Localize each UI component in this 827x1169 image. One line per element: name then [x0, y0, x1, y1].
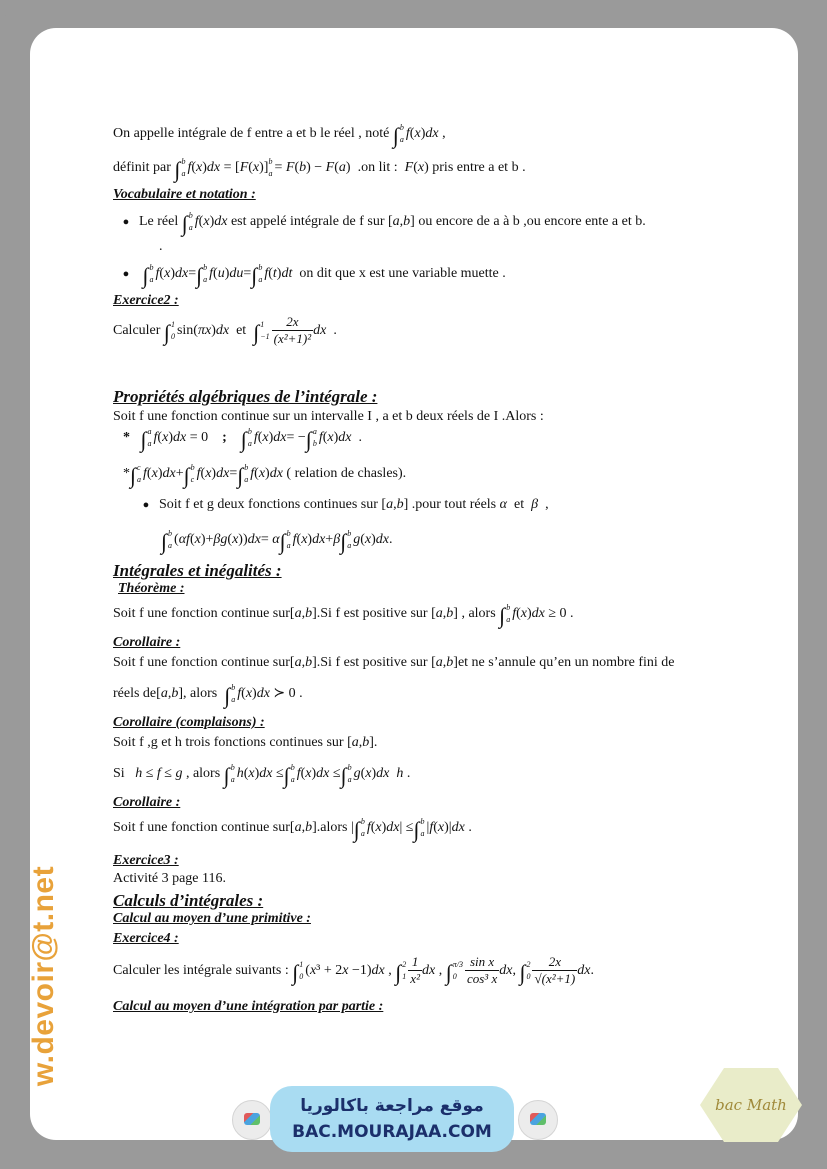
corollary-2-text: Soit f ,g et h trois fonctions continues sur [a,b]. [113, 735, 378, 750]
banner-arabic-text: موقع مراجعة باكالوريا [300, 1096, 484, 1116]
banner-site-url[interactable]: BAC.MOURAJAA.COM [292, 1122, 492, 1142]
bac-math-logo: bac Math [698, 1066, 804, 1144]
theorem-text: Soit f une fonction continue sur[a,b].Si f est positive sur [a,b] , alors ∫b a f(x)dx ≥ 0 . [113, 603, 574, 629]
theorem-heading: Théorème : [118, 581, 185, 596]
corollary-3-heading: Corollaire : [113, 795, 181, 810]
section-algebraic-properties: Propriétés algébriques de l’intégrale : [113, 387, 378, 406]
property-linearity-formula: ∫b a (αf(x)+βg(x))dx= α∫b a f(x)dx+β∫b a g(x)dx. [161, 529, 393, 555]
exercise-4-heading: Exercice4 : [113, 931, 179, 946]
left-logo-icon [232, 1100, 272, 1140]
exercise-2-heading: Exercice2 : [113, 293, 179, 308]
vocabulary-dot: . [159, 239, 163, 254]
section-inequalities: Intégrales et inégalités : [113, 561, 282, 580]
exercise-2-text: Calculer ∫1 0 sin(πx)dx et ∫1 −1 $\frac{2x}{\text{(x²+1)²}}$ dx . [113, 314, 337, 347]
right-logo-icon [518, 1100, 558, 1140]
side-watermark: w.devoir@t.net [27, 865, 60, 1087]
property-linearity: ● Soit f et g deux fonctions continues sur [a,b] .pour tout réels α et β , [142, 497, 549, 512]
exercise-4-text: Calculer les intégrale suivants : ∫1 0 (x³ + 2x −1)dx , ∫2 1 $\frac{1}{\text{x²}}$ dx , ∫π/3 0 $\frac{\text{sin x}}{\text{cos³ x}}$ dx, ∫2 0 $\frac{2x}{\text{√(x²+1)}}$ dx. [113, 954, 594, 987]
vocabulary-item-1: ● Le réel ∫b a f(x)dx est appelé intégrale de f sur [a,b] ou encore de a à b ,ou encore ente a et b. [122, 211, 646, 237]
calc-parts-heading: Calcul au moyen d’une intégration par partie : [113, 999, 384, 1014]
calc-primitive-heading: Calcul au moyen d’une primitive : [113, 911, 311, 926]
definition-formula-line: définit par ∫b a f(x)dx = [F(x)]b a = F(b) − F(a) .on lit : F(x) pris entre a et b . [113, 157, 526, 183]
corollary-1-text-2: réels de[a,b], alors ∫b a f(x)dx ≻ 0 . [113, 683, 303, 709]
section-vocabulary: Vocabulaire et notation : [113, 187, 256, 202]
properties-intro: Soit f une fonction continue sur un intervalle I , a et b deux réels de I .Alors : [113, 409, 544, 424]
section-calculations: Calculs d’intégrales : [113, 891, 264, 910]
exercise-3-heading: Exercice3 : [113, 853, 179, 868]
corollary-2-heading: Corollaire (complaisons) : [113, 715, 265, 730]
exercise-3-text: Activité 3 page 116. [113, 871, 227, 886]
corollary-3-text: Soit f une fonction continue sur[a,b].alors |∫b a f(x)dx| ≤∫b a |f(x)|dx . [113, 817, 472, 843]
definition-line: On appelle intégrale de f entre a et b le réel , noté ∫b a f(x)dx , [113, 123, 446, 149]
site-banner[interactable] [270, 1086, 514, 1152]
property-chasles: *∫c a f(x)dx+∫b c f(x)dx=∫b a f(x)dx ( relation de chasles). [123, 463, 407, 489]
property-1: * ∫a a f(x)dx = 0 ; ∫b a f(x)dx= −∫a b f(x)dx . [123, 427, 362, 453]
corollary-2-formula: Si h ≤ f ≤ g , alors ∫b a h(x)dx ≤∫b a f(x)dx ≤∫b a g(x)dx h . [113, 763, 411, 789]
corollary-1-text: Soit f une fonction continue sur[a,b].Si f est positive sur [a,b]et ne s’annule qu’en un nombre fini de [113, 655, 675, 670]
vocabulary-item-2: ● ∫b a f(x)dx=∫b a f(u)du=∫b a f(t)dt on dit que x est une variable muette . [122, 263, 506, 289]
corollary-1-heading: Corollaire : [113, 635, 181, 650]
